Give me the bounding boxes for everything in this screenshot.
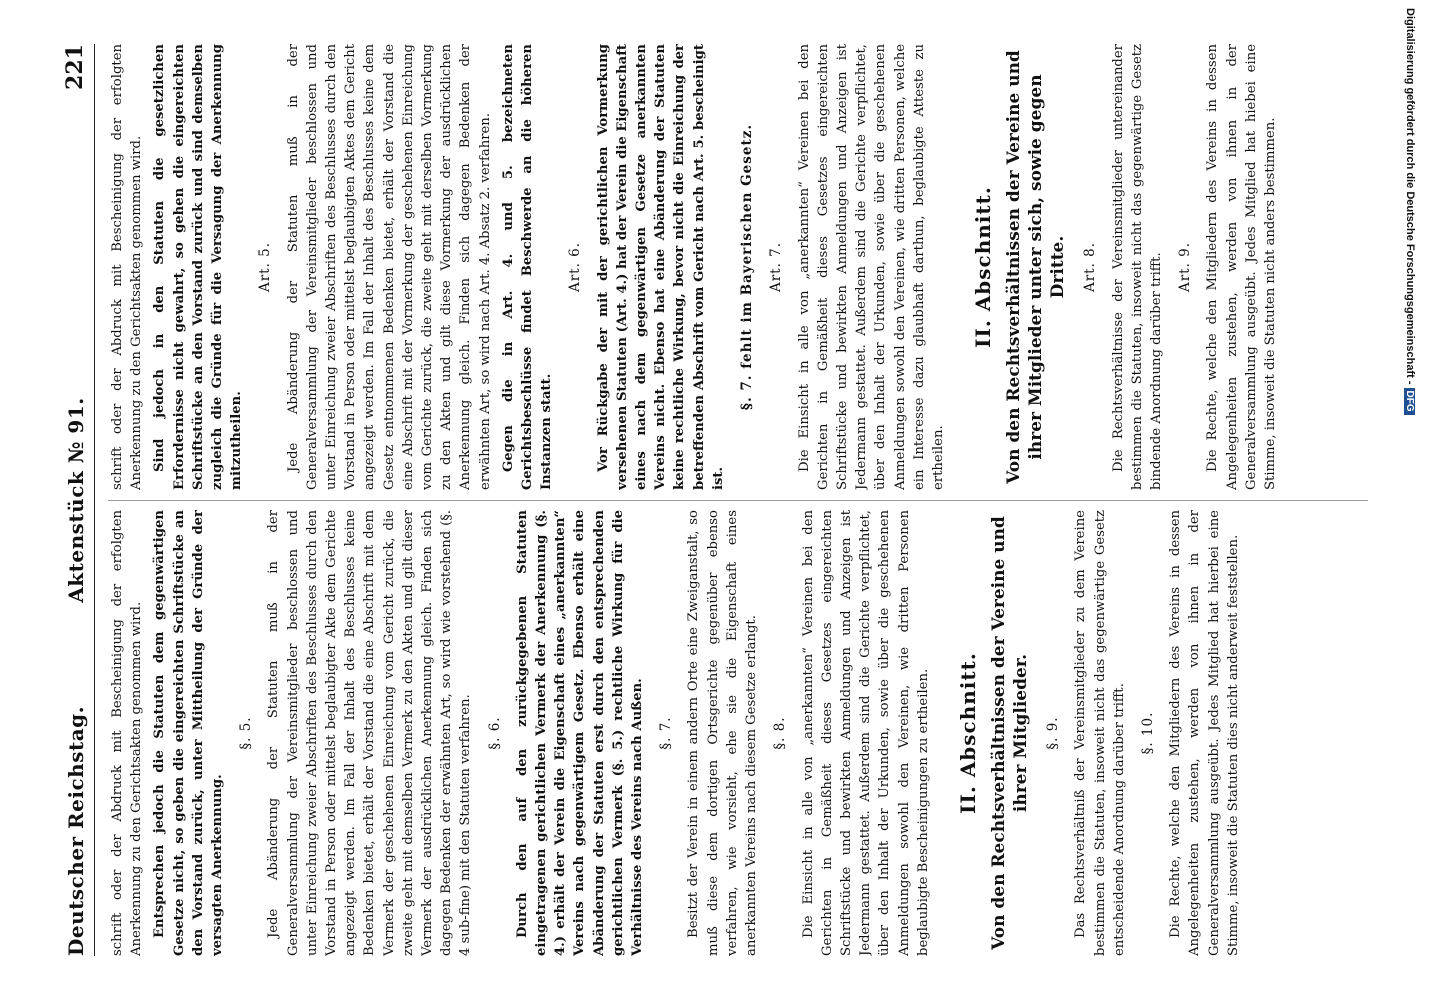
section-text: Besitzt der Verein in einem andern Orte eine Zweiganstalt, so muß diese dem dortigen Ortsgerichte gegenüber ebenso verfahren, wie vorsieht, ehe sie die Eigenschaft eines anerkannten Vereins nach diesem Gesetze erlangt. [686, 510, 760, 956]
right-paragraph: Sind jedoch in den Statuten die gesetzlichen Erfordernisse nicht gewahrt, so gehen die eingereichten Schriftstücke an den Vorstand zurück und sind demselben zugleich die Gründe für die Versagung der Anerkennung mitzutheilen. [152, 44, 245, 490]
section-heading: §. 9. [1045, 716, 1062, 750]
article-heading: Art. 7. [768, 241, 785, 293]
section-text: Durch den auf den zurückgegebenen Statuten eingetragenen gerichtlichen Vermerk der Anerkennung (§. 4.) erhält der Verein die Eigenschaft eines „anerkannten“ Vereins nach gegenwärtigem Gesetz. Ebenso erhält eine Abänderung der Statuten erst durch den entsprechenden gerichtlichen Vermerk (§. 5.) rechtliche Wirkung für die Verhältnisse des Vereins nach Außen. [514, 510, 646, 956]
header-document-number: Aktenstück № 91. [64, 397, 88, 603]
section-heading: §. 8. [772, 716, 789, 750]
section-text: Das Rechtsverhältniß der Vereinsmitglieder zu dem Vereine bestimmen die Statuten, insoweit nicht das gegenwärtige Gesetz entscheidende Anordnung darüber trifft. [1073, 510, 1127, 956]
left-column [108, 510, 1368, 956]
section-heading: §. 5. [238, 716, 255, 750]
section-heading: §. 6. [486, 716, 503, 750]
chapter-subtitle: Von den Rechtsverhältnissen der Vereine und ihrer Mitglieder unter sich, sowie gegen Dritte. [1004, 50, 1069, 484]
credit-text: Digitalisierung gefördert durch die Deutsche Forschungsgemeinschaft - [1404, 8, 1416, 385]
column-divider [108, 500, 1368, 501]
page-number: 221 [62, 44, 88, 90]
article-text: Vor Rückgabe der mit der gerichtlichen Vormerkung versehenen Statuten (Art. 4.) hat der Verein die Eigenschaft eines nach dem gegenwärtigen Gesetze anerkannten Vereins nicht. Ebenso hat eine Abänderung der Statuten keine rechtliche Wirkung, bevor nicht die Einreichung der betreffenden Abschrift vom Gericht nach Art. 5. bescheinigt ist. [595, 44, 726, 490]
chapter-title: II. Abschnitt. [955, 652, 980, 814]
article-heading: Art. 9. [1177, 241, 1194, 293]
section-text: Jede Abänderung der Statuten muß in der Generalversammlung der Vereinsmitglieder beschlossen und unter Einreichung zweier Abschriften des Beschlusses durch den Vorstand in Person oder mittelst beglaubigter Akte dem Gerichte angezeigt werden. Im Fall der Inhalt des Beschlusses keine Bedenken bietet, erhält der Vorstand die eine Abschrift mit dem Vermerk der geschehenen Einreichung vom Gericht zurück, die zweite geht mit demselben Vermerk zu den Akten und gilt dieser Vermerk der ausdrücklichen Anerkennung gleich. Finden sich dagegen Bedenken der erwähnten Art, so wird wie vorstehend (§. 4 sub-fine) mit den Statuten verfahren. [266, 510, 474, 956]
section-text: Die Rechte, welche den Mitgliedern des Vereins in dessen Angelegenheiten zustehen, werden von ihnen in der Generalversammlung ausgeübt. Jedes Mitglied hat hierbei eine Stimme, insoweit die Statuten dies nicht anderweit feststellen. [1168, 510, 1241, 956]
right-column [108, 44, 1368, 490]
section-heading: §. 7. [658, 716, 675, 750]
article-text: Die Rechte, welche den Mitgliedern des Vereins in dessen Angelegenheiten zustehen, werden von ihnen in der Generalversammlung ausgeübt. Jedes Mitglied hat hiebei eine Stimme, insoweit die Statuten nicht anders bestimmen. [1205, 44, 1278, 490]
right-intro: schrift oder der Abdruck mit Bescheinigung der erfolgten Anerkennung zu den Gerichtsakten genommen wird. [110, 44, 145, 490]
article-heading: Art. 6. [567, 241, 584, 293]
article-text: Die Einsicht in alle von „anerkannten“ Vereinen bei den Gerichten in Gemäßheit dieses Gesetzes eingereichten Schriftstücke und bewirkten Anmeldungen und Anzeigen ist Jedermann gestattet. Außerdem sind die Gerichte verpflichtet, über den Inhalt der Urkunden, sowie über die geschehenen Anmeldungen sowohl den Vereinen, wie dritten Personen, welche ein Interesse dazu glaubhaft darthun, beglaubigte Atteste zu ertheilen. [796, 44, 946, 490]
left-paragraph: Entsprechen jedoch die Statuten dem gegenwärtigen Gesetze nicht, so geben die eingereichten Schriftstücke an den Vorstand zurück, unter Mittheilung der Gründe der versagten Anerkennung. [152, 510, 226, 956]
dfg-logo: DFG [1404, 388, 1415, 415]
left-intro: schrift oder der Abdruck mit Bescheinigung der erfolgten Anerkennung zu den Gerichtsakten genommen wird. [110, 510, 145, 956]
rotated-page [24, 20, 1408, 980]
header-title: Deutscher Reichstag. [64, 705, 88, 956]
chapter-subtitle: Von den Rechtsverhältnissen der Vereine und ihrer Mitglieder. [989, 516, 1032, 950]
article-text: Jede Abänderung der Statuten muß in der Generalversammlung der Vereinsmitglieder beschlossen und unter Einreichung zweier Abschriften des Beschlusses durch den Vorstand in Person oder mittelst beglaubigten Aktes dem Gericht angezeigt werden. Im Fall der Inhalt des Beschlusses keine dem Gesetz entnommenen Bedenken bietet, erhält der Vorstand die eine Abschrift mit der Vormerkung der geschehenen Einreichung vom Gerichte zurück, die zweite geht mit derselben Vormerkung zu den Akten und gilt diese Vormerkung der ausdrücklichen Anerkennung gleich. Finden sich dagegen Bedenken der erwähnten Art, so wird nach Art. 4. Absatz 2. verfahren. [285, 44, 493, 490]
section-text: Die Einsicht in alle von „anerkannten“ Vereinen bei den Gerichten in Gemäßheit dieses Gesetzes eingereichten Schriftstücke und bewirkten Anmeldungen und Anzeigen ist Jedermann gestattet. Außerdem sind die Gerichte verpflichtet, über den Inhalt der Urkunden, sowie über die geschehenen Anmeldungen sowohl den Vereinen, wie dritten Personen beglaubigte Bescheinigungen zu ertheilen. [800, 510, 931, 956]
article-heading: Art. 8. [1082, 241, 1099, 293]
chapter-title: II. Abschnitt. [971, 186, 996, 348]
article-text: Die Rechtsverhältnisse der Vereinsmitglieder untereinander bestimmen die Statuten, insoweit nicht das gegenwärtige Gesetz bindende Anordnung darüber trifft. [1110, 44, 1164, 490]
article-heading: Art. 5. [257, 241, 274, 293]
section-heading: §. 10. [1139, 711, 1156, 755]
page-header [54, 44, 95, 956]
article-text: Gegen die in Art. 4. und 5. bezeichneten Gerichtsbeschlüsse findet Beschwerde an die höheren Instanzen statt. [500, 44, 555, 490]
digitization-credit [1400, 8, 1416, 412]
missing-article-note: §. 7. fehlt im Bayerischen Gesetz. [739, 123, 756, 411]
